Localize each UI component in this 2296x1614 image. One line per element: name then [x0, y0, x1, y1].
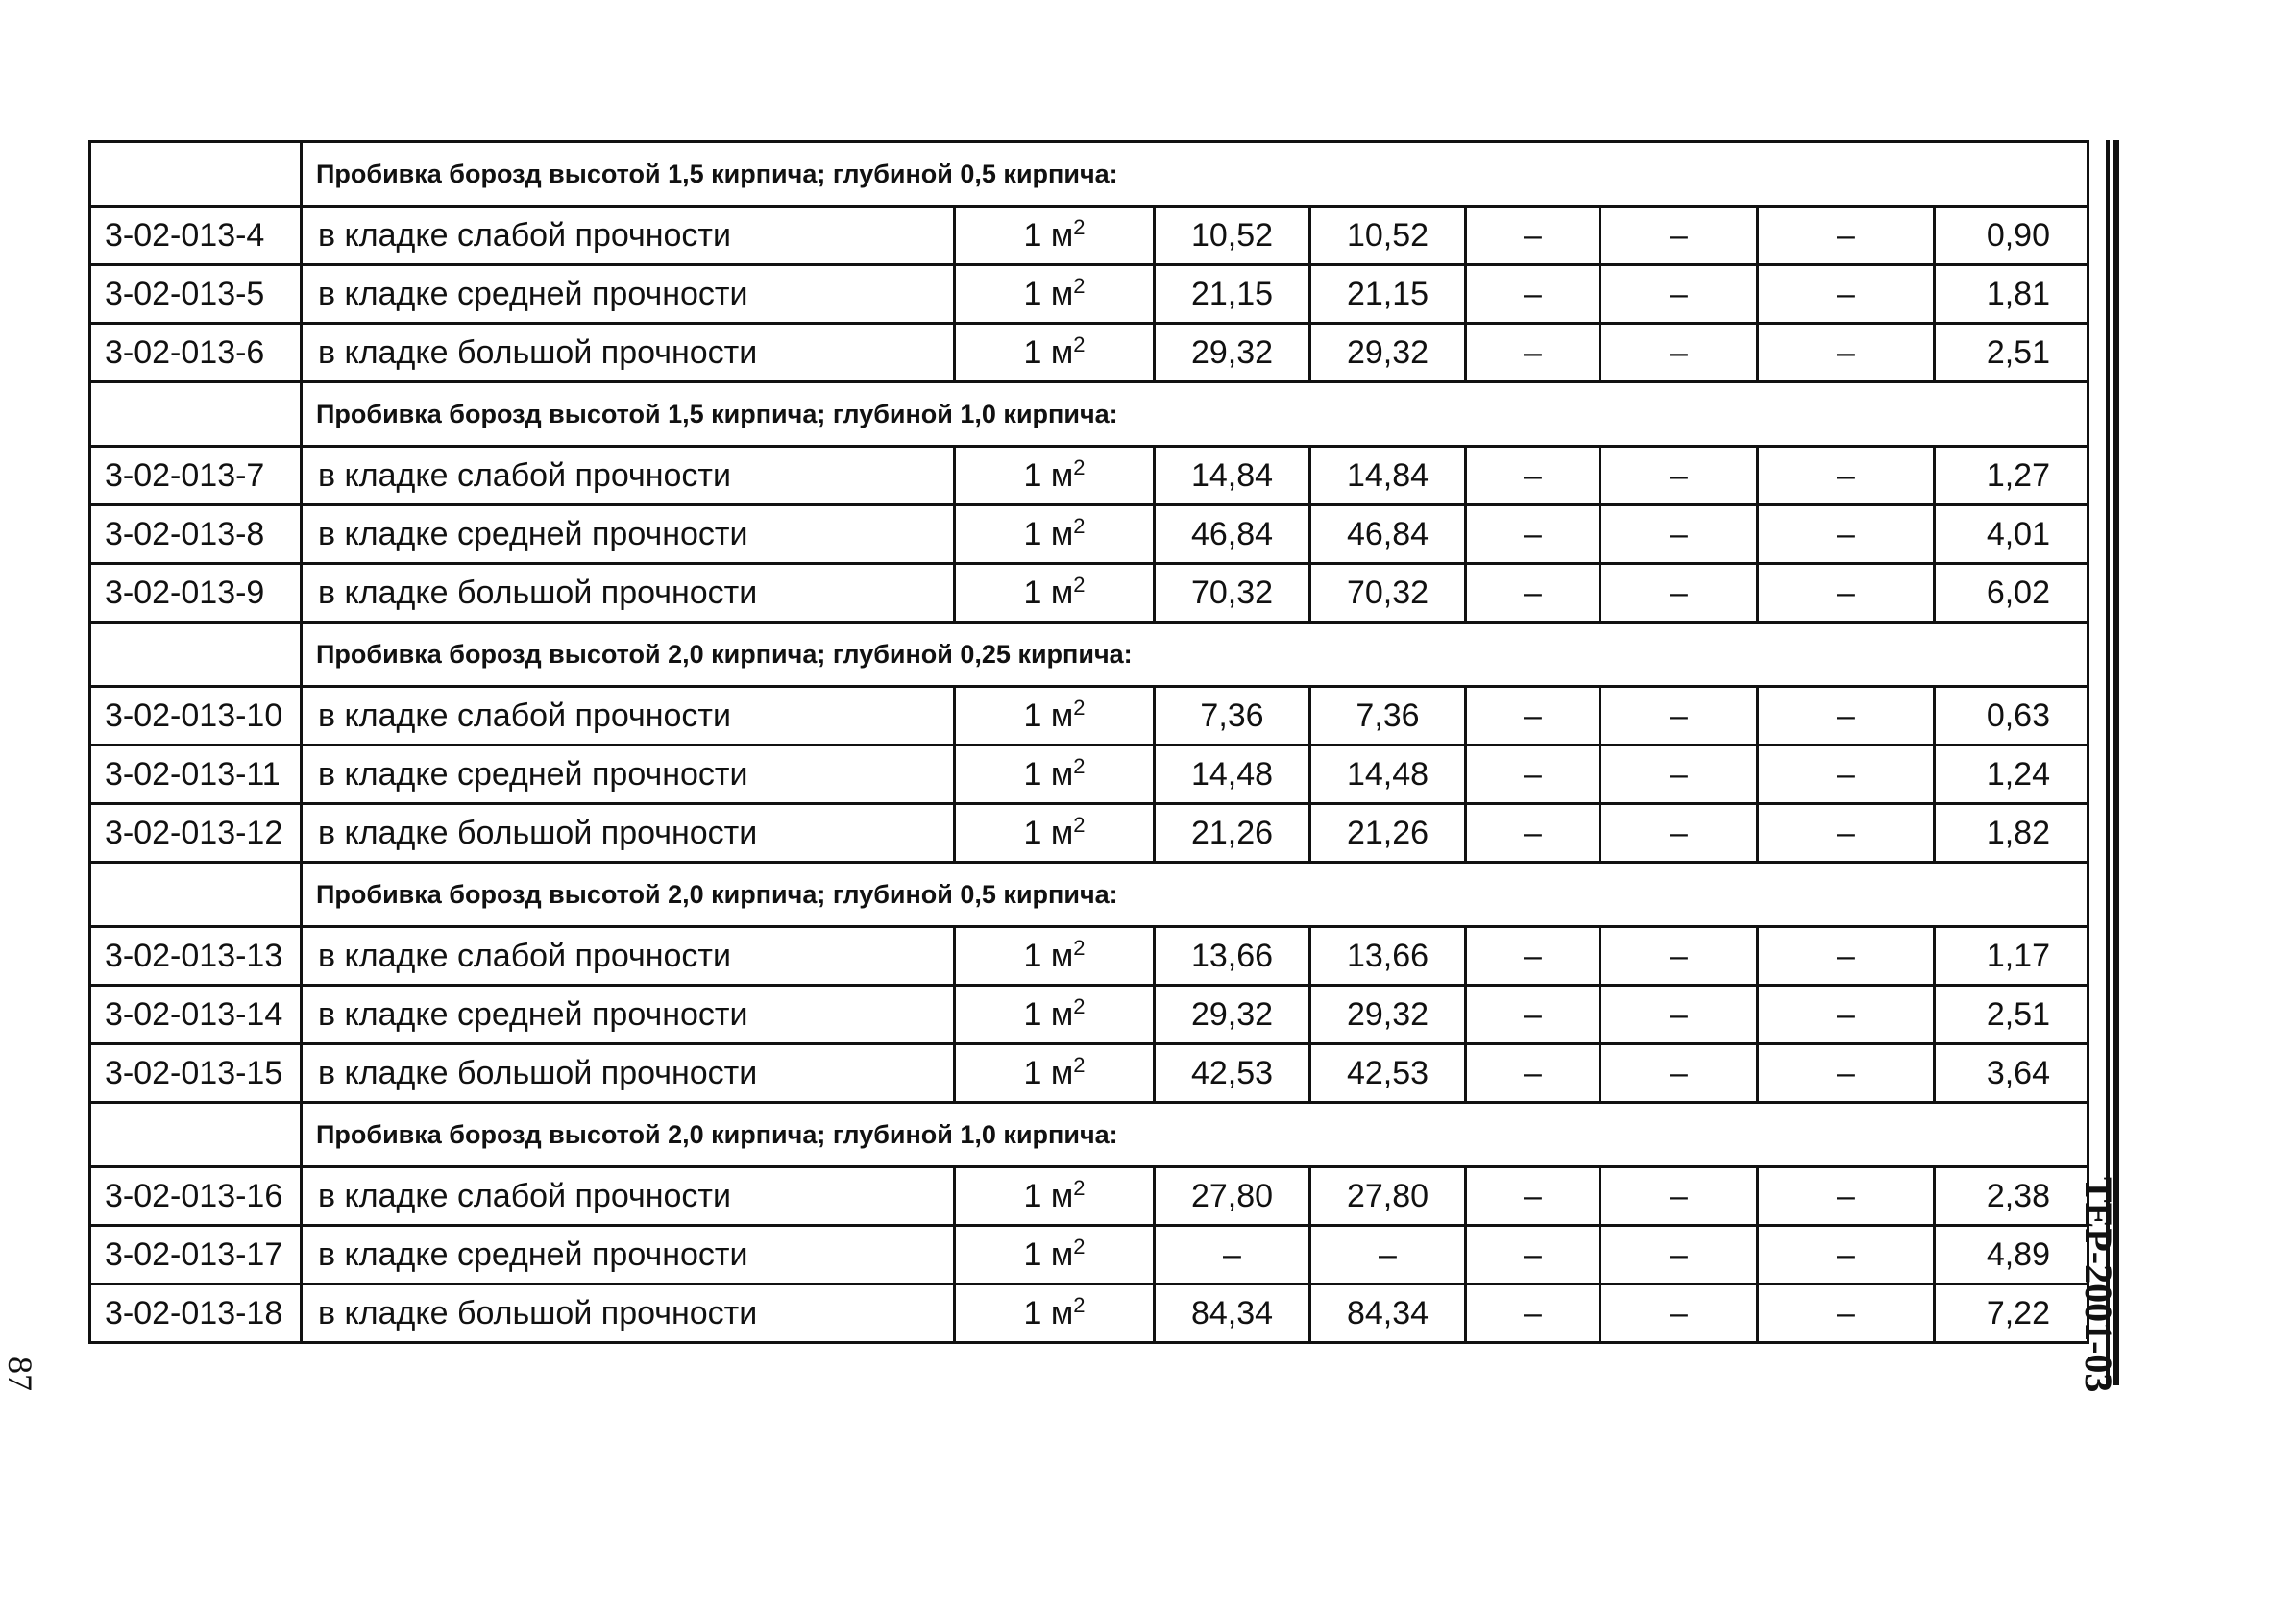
value-c1: 29,32 — [1155, 324, 1310, 382]
value-c3: – — [1466, 207, 1600, 265]
work-description: в кладке средней прочности — [302, 505, 955, 564]
unit-exponent: 2 — [1073, 935, 1086, 960]
value-c5: – — [1758, 746, 1935, 804]
value-c4: – — [1600, 207, 1758, 265]
unit-cell — [955, 265, 1155, 324]
value-c6: 2,51 — [1935, 986, 2088, 1044]
unit-exponent: 2 — [1073, 993, 1086, 1018]
value-c3: – — [1466, 746, 1600, 804]
unit-exponent: 2 — [1073, 1292, 1086, 1317]
work-description: в кладке слабой прочности — [302, 687, 955, 746]
table-row — [90, 1226, 2088, 1284]
unit-base: 1 м — [1023, 937, 1074, 974]
unit-exponent: 2 — [1073, 1175, 1086, 1200]
unit-cell — [955, 804, 1155, 863]
section-title: Пробивка борозд высотой 2,0 кирпича; глубиной 1,0 кирпича: — [302, 1103, 2088, 1167]
value-c4: – — [1600, 927, 1758, 986]
work-description: в кладке средней прочности — [302, 746, 955, 804]
unit-base: 1 м — [1023, 574, 1074, 611]
value-c2: 42,53 — [1310, 1044, 1466, 1103]
unit-exponent: 2 — [1073, 331, 1086, 356]
unit-cell — [955, 447, 1155, 505]
table-row — [90, 324, 2088, 382]
work-description: в кладке большой прочности — [302, 804, 955, 863]
work-description: в кладке средней прочности — [302, 986, 955, 1044]
value-c1: 29,32 — [1155, 986, 1310, 1044]
value-c1: 70,32 — [1155, 564, 1310, 623]
section-title: Пробивка борозд высотой 1,5 кирпича; глубиной 1,0 кирпича: — [302, 382, 2088, 447]
table-row — [90, 447, 2088, 505]
rate-code: 3-02-013-11 — [90, 746, 302, 804]
table-row — [90, 804, 2088, 863]
unit-base: 1 м — [1023, 216, 1074, 254]
section-code-cell — [90, 863, 302, 927]
value-c4: – — [1600, 447, 1758, 505]
table-row — [90, 1167, 2088, 1226]
value-c6: 4,01 — [1935, 505, 2088, 564]
rate-code: 3-02-013-16 — [90, 1167, 302, 1226]
unit-cell — [955, 324, 1155, 382]
section-title: Пробивка борозд высотой 1,5 кирпича; глубиной 0,5 кирпича: — [302, 142, 2088, 207]
work-description: в кладке большой прочности — [302, 1044, 955, 1103]
value-c2: 84,34 — [1310, 1284, 1466, 1343]
work-description: в кладке слабой прочности — [302, 927, 955, 986]
value-c6: 6,02 — [1935, 564, 2088, 623]
value-c6: 1,82 — [1935, 804, 2088, 863]
value-c2: 21,15 — [1310, 265, 1466, 324]
value-c2: 7,36 — [1310, 687, 1466, 746]
unit-base: 1 м — [1023, 333, 1074, 371]
unit-exponent: 2 — [1073, 1234, 1086, 1259]
unit-base: 1 м — [1023, 995, 1074, 1033]
unit-exponent: 2 — [1073, 753, 1086, 778]
value-c6: 1,27 — [1935, 447, 2088, 505]
value-c1: 84,34 — [1155, 1284, 1310, 1343]
value-c5: – — [1758, 986, 1935, 1044]
value-c2: – — [1310, 1226, 1466, 1284]
unit-cell — [955, 927, 1155, 986]
value-c2: 27,80 — [1310, 1167, 1466, 1226]
unit-cell — [955, 1284, 1155, 1343]
value-c3: – — [1466, 1044, 1600, 1103]
table-row — [90, 564, 2088, 623]
value-c5: – — [1758, 265, 1935, 324]
work-description: в кладке большой прочности — [302, 324, 955, 382]
value-c2: 14,48 — [1310, 746, 1466, 804]
value-c3: – — [1466, 447, 1600, 505]
rate-code: 3-02-013-10 — [90, 687, 302, 746]
rate-code: 3-02-013-8 — [90, 505, 302, 564]
value-c1: 14,48 — [1155, 746, 1310, 804]
unit-cell — [955, 986, 1155, 1044]
unit-base: 1 м — [1023, 1294, 1074, 1332]
value-c1: 13,66 — [1155, 927, 1310, 986]
table-row — [90, 927, 2088, 986]
value-c6: 1,81 — [1935, 265, 2088, 324]
unit-cell — [955, 687, 1155, 746]
value-c5: – — [1758, 687, 1935, 746]
value-c1: 27,80 — [1155, 1167, 1310, 1226]
rate-code: 3-02-013-18 — [90, 1284, 302, 1343]
work-description: в кладке большой прочности — [302, 1284, 955, 1343]
table-body — [90, 142, 2088, 1343]
rate-code: 3-02-013-14 — [90, 986, 302, 1044]
rate-code: 3-02-013-4 — [90, 207, 302, 265]
table-row — [90, 207, 2088, 265]
rate-code: 3-02-013-17 — [90, 1226, 302, 1284]
value-c4: – — [1600, 505, 1758, 564]
value-c1: 7,36 — [1155, 687, 1310, 746]
value-c4: – — [1600, 564, 1758, 623]
value-c3: – — [1466, 986, 1600, 1044]
table-row — [90, 687, 2088, 746]
table-row — [90, 986, 2088, 1044]
value-c6: 3,64 — [1935, 1044, 2088, 1103]
value-c2: 29,32 — [1310, 324, 1466, 382]
unit-cell — [955, 746, 1155, 804]
value-c3: – — [1466, 564, 1600, 623]
rate-code: 3-02-013-13 — [90, 927, 302, 986]
document-code: ТЕР-2001-03 — [2077, 1177, 2120, 1393]
unit-cell — [955, 1167, 1155, 1226]
value-c3: – — [1466, 687, 1600, 746]
page-number: 87 — [1, 1357, 39, 1391]
value-c1: 21,26 — [1155, 804, 1310, 863]
section-code-cell — [90, 623, 302, 687]
value-c5: – — [1758, 505, 1935, 564]
value-c1: 42,53 — [1155, 1044, 1310, 1103]
unit-cell — [955, 1044, 1155, 1103]
value-c1: 21,15 — [1155, 265, 1310, 324]
value-c5: – — [1758, 1226, 1935, 1284]
value-c5: – — [1758, 447, 1935, 505]
value-c2: 13,66 — [1310, 927, 1466, 986]
unit-base: 1 м — [1023, 456, 1074, 494]
value-c5: – — [1758, 207, 1935, 265]
unit-base: 1 м — [1023, 275, 1074, 312]
table-row — [90, 1284, 2088, 1343]
value-c5: – — [1758, 804, 1935, 863]
value-c5: – — [1758, 1284, 1935, 1343]
value-c3: – — [1466, 505, 1600, 564]
value-c2: 10,52 — [1310, 207, 1466, 265]
value-c4: – — [1600, 1284, 1758, 1343]
unit-base: 1 м — [1023, 1177, 1074, 1214]
section-code-cell — [90, 1103, 302, 1167]
value-c6: 0,90 — [1935, 207, 2088, 265]
value-c4: – — [1600, 687, 1758, 746]
value-c4: – — [1600, 746, 1758, 804]
unit-base: 1 м — [1023, 755, 1074, 793]
value-c3: – — [1466, 324, 1600, 382]
value-c4: – — [1600, 986, 1758, 1044]
value-c5: – — [1758, 927, 1935, 986]
value-c3: – — [1466, 1226, 1600, 1284]
unit-exponent: 2 — [1073, 513, 1086, 538]
value-c5: – — [1758, 1167, 1935, 1226]
value-c3: – — [1466, 927, 1600, 986]
value-c4: – — [1600, 265, 1758, 324]
rates-table — [88, 140, 2089, 1344]
section-row — [90, 1103, 2088, 1167]
unit-cell — [955, 207, 1155, 265]
unit-base: 1 м — [1023, 814, 1074, 851]
rate-code: 3-02-013-6 — [90, 324, 302, 382]
unit-base: 1 м — [1023, 1235, 1074, 1273]
unit-exponent: 2 — [1073, 273, 1086, 298]
value-c6: 1,24 — [1935, 746, 2088, 804]
value-c4: – — [1600, 804, 1758, 863]
section-title: Пробивка борозд высотой 2,0 кирпича; глубиной 0,25 кирпича: — [302, 623, 2088, 687]
value-c4: – — [1600, 1226, 1758, 1284]
value-c4: – — [1600, 1044, 1758, 1103]
unit-exponent: 2 — [1073, 695, 1086, 720]
value-c6: 4,89 — [1935, 1226, 2088, 1284]
value-c5: – — [1758, 1044, 1935, 1103]
value-c6: 1,17 — [1935, 927, 2088, 986]
value-c1: 10,52 — [1155, 207, 1310, 265]
work-description: в кладке слабой прочности — [302, 447, 955, 505]
table-row — [90, 1044, 2088, 1103]
unit-exponent: 2 — [1073, 572, 1086, 597]
rate-code: 3-02-013-15 — [90, 1044, 302, 1103]
work-description: в кладке большой прочности — [302, 564, 955, 623]
section-row — [90, 142, 2088, 207]
work-description: в кладке слабой прочности — [302, 207, 955, 265]
value-c2: 29,32 — [1310, 986, 1466, 1044]
table-row — [90, 746, 2088, 804]
value-c5: – — [1758, 324, 1935, 382]
value-c2: 14,84 — [1310, 447, 1466, 505]
work-description: в кладке средней прочности — [302, 265, 955, 324]
value-c6: 7,22 — [1935, 1284, 2088, 1343]
table-row — [90, 505, 2088, 564]
value-c3: – — [1466, 1284, 1600, 1343]
value-c4: – — [1600, 324, 1758, 382]
value-c1: – — [1155, 1226, 1310, 1284]
unit-base: 1 м — [1023, 697, 1074, 734]
value-c4: – — [1600, 1167, 1758, 1226]
section-code-cell — [90, 382, 302, 447]
unit-cell — [955, 1226, 1155, 1284]
section-row — [90, 382, 2088, 447]
value-c5: – — [1758, 564, 1935, 623]
value-c3: – — [1466, 804, 1600, 863]
rate-code: 3-02-013-9 — [90, 564, 302, 623]
section-row — [90, 863, 2088, 927]
section-row — [90, 623, 2088, 687]
rate-code: 3-02-013-5 — [90, 265, 302, 324]
value-c6: 2,38 — [1935, 1167, 2088, 1226]
unit-exponent: 2 — [1073, 454, 1086, 479]
rate-code: 3-02-013-12 — [90, 804, 302, 863]
table-row — [90, 265, 2088, 324]
value-c2: 70,32 — [1310, 564, 1466, 623]
section-code-cell — [90, 142, 302, 207]
work-description: в кладке средней прочности — [302, 1226, 955, 1284]
value-c6: 0,63 — [1935, 687, 2088, 746]
value-c2: 21,26 — [1310, 804, 1466, 863]
value-c2: 46,84 — [1310, 505, 1466, 564]
unit-base: 1 м — [1023, 515, 1074, 552]
value-c1: 46,84 — [1155, 505, 1310, 564]
section-title: Пробивка борозд высотой 2,0 кирпича; глубиной 0,5 кирпича: — [302, 863, 2088, 927]
unit-exponent: 2 — [1073, 1052, 1086, 1077]
unit-cell — [955, 505, 1155, 564]
unit-base: 1 м — [1023, 1054, 1074, 1091]
value-c3: – — [1466, 1167, 1600, 1226]
rate-code: 3-02-013-7 — [90, 447, 302, 505]
unit-cell — [955, 564, 1155, 623]
work-description: в кладке слабой прочности — [302, 1167, 955, 1226]
unit-exponent: 2 — [1073, 812, 1086, 837]
unit-exponent: 2 — [1073, 214, 1086, 239]
value-c3: – — [1466, 265, 1600, 324]
value-c1: 14,84 — [1155, 447, 1310, 505]
value-c6: 2,51 — [1935, 324, 2088, 382]
